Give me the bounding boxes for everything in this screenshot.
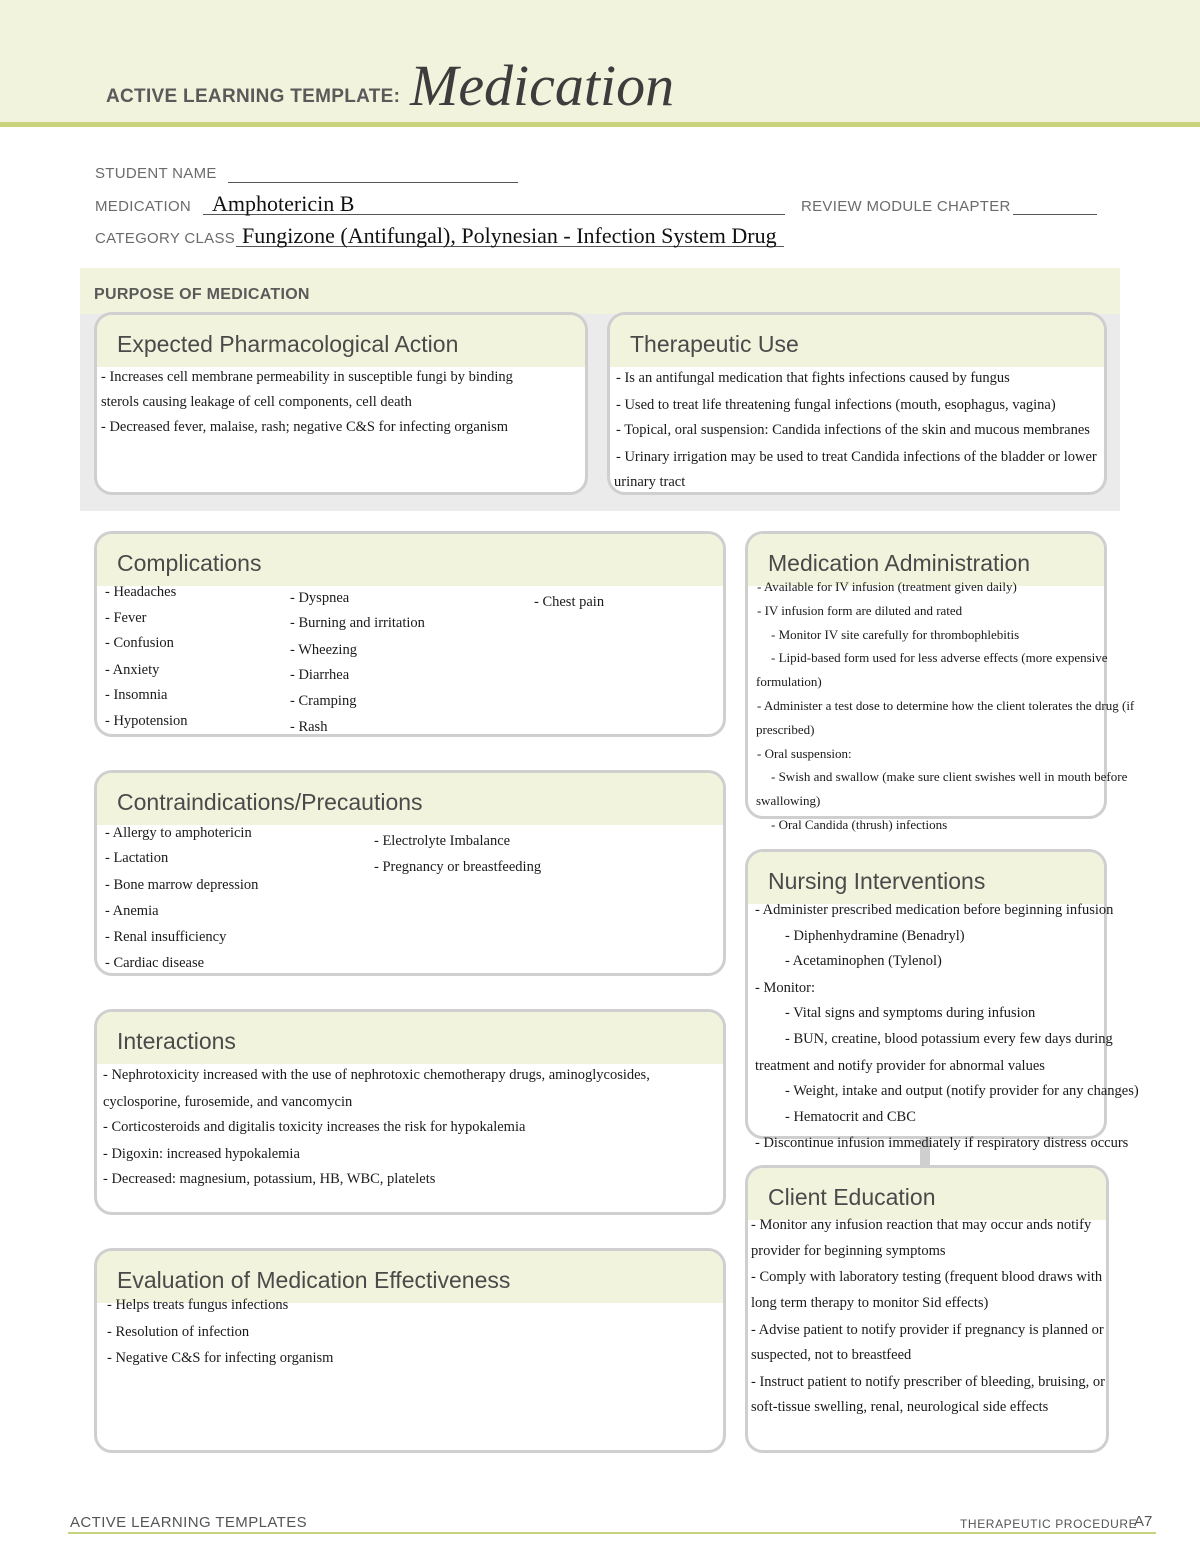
template-title: Medication <box>410 53 675 118</box>
complication-item: - Dyspnea <box>290 590 350 606</box>
expected-action-line: sterols causing leakage of cell components, cell death <box>101 394 412 410</box>
expected-action-line: - Decreased fever, malaise, rash; negative C&S for infecting organism <box>101 419 509 435</box>
interaction-line: - Nephrotoxicity increased with the use of nephrotoxic chemotherapy drugs, aminoglycosides, <box>103 1067 650 1083</box>
complication-item: - Insomnia <box>105 687 168 703</box>
therapeutic-use-line: - Is an antifungal medication that fights infections caused by fungus <box>616 370 1010 386</box>
education-line: long term therapy to monitor Sid effects) <box>751 1295 989 1311</box>
medication-label: MEDICATION <box>95 198 192 215</box>
contraindications-box <box>94 770 726 976</box>
evaluation-box <box>94 1248 726 1453</box>
administration-line: swallowing) <box>756 793 821 808</box>
therapeutic-use-line: - Topical, oral suspension: Candida infections of the skin and mucous membranes <box>616 422 1090 438</box>
evaluation-title: Evaluation of Medication Effectiveness <box>117 1267 511 1293</box>
evaluation-line: - Helps treats fungus infections <box>107 1297 289 1313</box>
nursing-line: - Acetaminophen (Tylenol) <box>785 953 942 969</box>
complication-item: - Wheezing <box>290 642 357 658</box>
nursing-line: - Monitor: <box>755 980 816 996</box>
complications-box <box>94 531 726 737</box>
nursing-line: - Vital signs and symptoms during infusion <box>785 1005 1036 1021</box>
administration-line: - IV infusion form are diluted and rated <box>757 603 963 618</box>
complication-item: - Chest pain <box>534 594 605 610</box>
administration-line: - Lipid-based form used for less adverse effects (more expensive <box>771 650 1108 665</box>
therapeutic-use-line: - Urinary irrigation may be used to treat Candida infections of the bladder or lower <box>616 449 1097 465</box>
complication-item: - Rash <box>290 719 328 735</box>
footer-rule <box>68 1532 1156 1534</box>
education-line: - Advise patient to notify provider if pregnancy is planned or <box>751 1322 1104 1338</box>
contraindication-item: - Bone marrow depression <box>105 877 259 893</box>
footer-left-label: ACTIVE LEARNING TEMPLATES <box>70 1514 307 1531</box>
complications-title: Complications <box>117 550 262 576</box>
education-line: provider for beginning symptoms <box>751 1243 946 1259</box>
administration-line: - Administer a test dose to determine how the client tolerates the drug (if <box>757 698 1135 713</box>
contraindication-item: - Pregnancy or breastfeeding <box>374 859 542 875</box>
complication-item: - Headaches <box>105 584 177 600</box>
administration-line: - Oral Candida (thrush) infections <box>771 817 948 832</box>
nursing-line: - Administer prescribed medication before beginning infusion <box>755 902 1114 918</box>
interactions-box <box>94 1009 726 1215</box>
category-class-value: Fungizone (Antifungal), Polynesian - Infection System Drug <box>242 223 777 248</box>
therapeutic-use-box <box>607 312 1107 495</box>
nursing-line: - Discontinue infusion immediately if respiratory distress occurs <box>755 1135 1129 1151</box>
medication-value: Amphotericin B <box>212 191 355 216</box>
complication-item: - Fever <box>105 610 147 626</box>
category-class-label: CATEGORY CLASS <box>95 230 236 247</box>
review-module-field[interactable] <box>1013 198 1097 215</box>
therapeutic-use-line: - Used to treat life threatening fungal infections (mouth, esophagus, vagina) <box>616 397 1056 413</box>
complication-item: - Cramping <box>290 693 357 709</box>
administration-line: prescribed) <box>756 722 815 737</box>
interaction-line: - Corticosteroids and digitalis toxicity increases the risk for hypokalemia <box>103 1119 526 1135</box>
expected-action-box <box>94 312 588 495</box>
complication-item: - Anxiety <box>105 662 160 678</box>
nursing-line: - Weight, intake and output (notify provider for any changes) <box>785 1083 1139 1099</box>
evaluation-line: - Negative C&S for infecting organism <box>107 1350 334 1366</box>
therapeutic-use-line: urinary tract <box>614 474 686 490</box>
administration-line: formulation) <box>756 674 822 689</box>
contraindication-item: - Lactation <box>105 850 169 866</box>
nursing-title: Nursing Interventions <box>768 868 986 894</box>
review-module-label: REVIEW MODULE CHAPTER <box>801 198 1011 215</box>
header-rule <box>0 122 1200 127</box>
administration-line: - Monitor IV site carefully for thrombophlebitis <box>771 627 1020 642</box>
education-line: suspected, not to breastfeed <box>751 1347 912 1363</box>
purpose-label: PURPOSE OF MEDICATION <box>94 286 310 303</box>
education-line: soft-tissue swelling, renal, neurological side effects <box>751 1399 1049 1415</box>
evaluation-line: - Resolution of infection <box>107 1324 250 1340</box>
student-name-label: STUDENT NAME <box>95 165 217 182</box>
interactions-title: Interactions <box>117 1028 236 1054</box>
interaction-line: - Digoxin: increased hypokalemia <box>103 1146 300 1162</box>
education-line: - Comply with laboratory testing (frequent blood draws with <box>751 1269 1103 1285</box>
administration-line: - Available for IV infusion (treatment given daily) <box>757 579 1017 594</box>
nursing-line: - BUN, creatine, blood potassium every few days during <box>785 1031 1113 1047</box>
therapeutic-use-title: Therapeutic Use <box>630 331 799 357</box>
education-line: - Instruct patient to notify prescriber of bleeding, bruising, or <box>751 1374 1105 1390</box>
education-line: - Monitor any infusion reaction that may occur ands notify <box>751 1217 1092 1233</box>
contraindication-item: - Renal insufficiency <box>105 929 227 945</box>
administration-line: - Swish and swallow (make sure client swishes well in mouth before <box>771 769 1128 784</box>
contraindication-item: - Electrolyte Imbalance <box>374 833 511 849</box>
nursing-line: - Diphenhydramine (Benadryl) <box>785 928 965 944</box>
nursing-line: treatment and notify provider for abnormal values <box>755 1058 1045 1074</box>
complication-item: - Confusion <box>105 635 174 651</box>
contraindication-item: - Cardiac disease <box>105 955 205 971</box>
complication-item: - Diarrhea <box>290 667 350 683</box>
complication-item: - Burning and irritation <box>290 615 425 631</box>
expected-action-line: - Increases cell membrane permeability in susceptible fungi by binding <box>101 369 513 385</box>
education-title: Client Education <box>768 1184 936 1210</box>
contraindication-item: - Anemia <box>105 903 159 919</box>
nursing-line: - Hematocrit and CBC <box>785 1109 916 1125</box>
template-label: ACTIVE LEARNING TEMPLATE: <box>106 86 401 107</box>
contraindication-item: - Allergy to amphotericin <box>105 825 252 841</box>
administration-line: - Oral suspension: <box>757 746 852 761</box>
administration-title: Medication Administration <box>768 550 1031 576</box>
interaction-line: - Decreased: magnesium, potassium, HB, WBC, platelets <box>103 1171 436 1187</box>
student-name-field[interactable] <box>228 166 518 183</box>
interaction-line: cyclosporine, furosemide, and vancomycin <box>103 1094 353 1110</box>
expected-action-title: Expected Pharmacological Action <box>117 331 459 357</box>
page-number: A7 <box>1134 1513 1153 1530</box>
footer-right-label: THERAPEUTIC PROCEDURE <box>960 1517 1138 1531</box>
contraindications-title: Contraindications/Precautions <box>117 789 423 815</box>
complication-item: - Hypotension <box>105 713 188 729</box>
